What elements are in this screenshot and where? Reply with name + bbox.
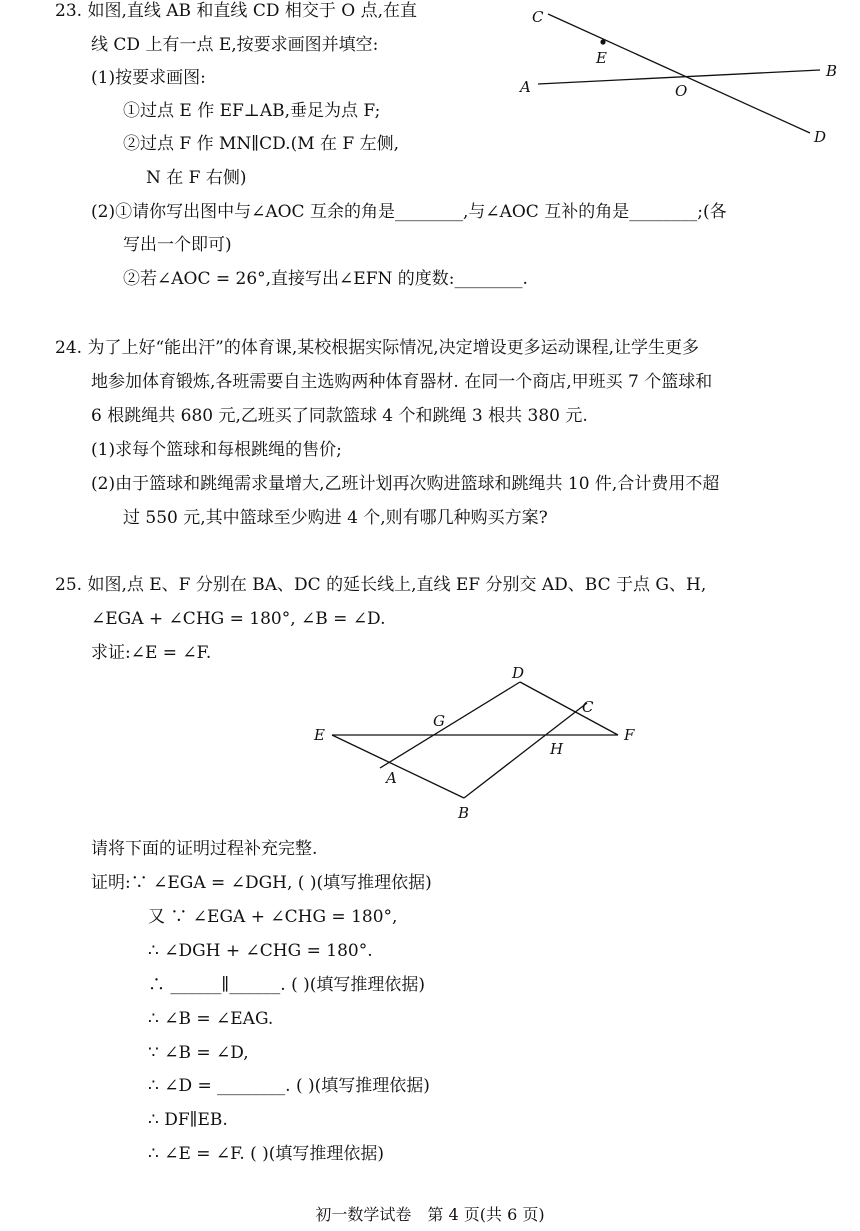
q23-line-5: ②过点 F 作 MN∥CD.(M 在 F 左侧, <box>123 134 400 154</box>
label-c: C <box>532 8 544 26</box>
proof-line-7: ∴ ∠D = ________. ( )(填写推理依据) <box>148 1076 430 1096</box>
label-g: G <box>433 712 445 730</box>
label-b: B <box>826 62 838 80</box>
line-ab-ext <box>332 735 464 798</box>
line-ad <box>380 682 520 768</box>
q23-line-7: (2)①请你写出图中与∠AOC 互余的角是________,与∠AOC 互补的角是________;(各 <box>91 202 727 222</box>
q23-line-9: ②若∠AOC = 26°,直接写出∠EFN 的度数:________. <box>123 269 528 289</box>
line-bc <box>464 703 587 798</box>
proof-line-4: ∴ ______∥______. ( )(填写推理依据) <box>148 975 425 995</box>
label-d: D <box>814 128 827 146</box>
q25-line-1: 25. 如图,点 E、F 分别在 BA、DC 的延长线上,直线 EF 分别交 AD、BC 于点 G、H, <box>55 575 707 595</box>
q23-line-6: N 在 F 右侧) <box>146 168 247 188</box>
q24-line-6: 过 550 元,其中篮球至少购进 4 个,则有哪几种购买方案? <box>123 508 548 528</box>
q23-line-2: 线 CD 上有一点 E,按要求画图并填空: <box>91 35 379 55</box>
q23-line-8: 写出一个即可) <box>123 235 232 255</box>
proof-line-2: 又 ∵ ∠EGA + ∠CHG = 180°, <box>148 907 398 927</box>
q23-line-4: ①过点 E 作 EF⊥AB,垂足为点 F; <box>123 101 381 121</box>
line-cd <box>548 14 810 133</box>
q25-figure <box>300 660 660 830</box>
label-c: C <box>582 698 594 716</box>
label-e: E <box>596 49 607 67</box>
q23-line-1: 23. 如图,直线 AB 和直线 CD 相交于 O 点,在直 <box>55 1 418 21</box>
proof-line-3: ∴ ∠DGH + ∠CHG = 180°. <box>148 941 373 961</box>
q25-line-2: ∠EGA + ∠CHG = 180°, ∠B = ∠D. <box>91 609 386 629</box>
line-df <box>520 682 618 735</box>
proof-line-5: ∴ ∠B = ∠EAG. <box>148 1009 274 1029</box>
q24-line-2: 地参加体育锻炼,各班需要自主选购两种体育器材. 在同一个商店,甲班买 7 个篮球和 <box>91 372 713 392</box>
label-o: O <box>675 82 688 100</box>
q24-line-1: 24. 为了上好“能出汗”的体育课,某校根据实际情况,决定增设更多运动课程,让学生更多 <box>55 338 700 358</box>
label-f: F <box>624 726 635 744</box>
q25-line-3: 求证:∠E = ∠F. <box>91 643 212 663</box>
q23-figure <box>500 0 860 160</box>
q24-line-4: (1)求每个篮球和每根跳绳的售价; <box>91 440 342 460</box>
proof-line-9: ∴ ∠E = ∠F. ( )(填写推理依据) <box>148 1144 385 1164</box>
q23-line-3: (1)按要求画图: <box>91 68 206 88</box>
proof-line-8: ∴ DF∥EB. <box>148 1110 228 1130</box>
label-d: D <box>512 664 525 682</box>
q25-instruction: 请将下面的证明过程补充完整. <box>91 839 318 859</box>
proof-line-6: ∵ ∠B = ∠D, <box>148 1043 249 1063</box>
point-e <box>600 39 605 44</box>
page-footer: 初一数学试卷 第 4 页(共 6 页) <box>315 1205 545 1224</box>
q24-line-3: 6 根跳绳共 680 元,乙班买了同款篮球 4 个和跳绳 3 根共 380 元. <box>91 406 588 426</box>
label-b: B <box>458 804 470 822</box>
proof-line-1: 证明:∵ ∠EGA = ∠DGH, ( )(填写推理依据) <box>91 873 432 893</box>
label-a: A <box>386 769 397 787</box>
label-e: E <box>314 726 325 744</box>
q24-line-5: (2)由于篮球和跳绳需求量增大,乙班计划再次购进篮球和跳绳共 10 件,合计费用不超 <box>91 474 720 494</box>
label-a: A <box>520 78 531 96</box>
label-h: H <box>550 740 564 758</box>
